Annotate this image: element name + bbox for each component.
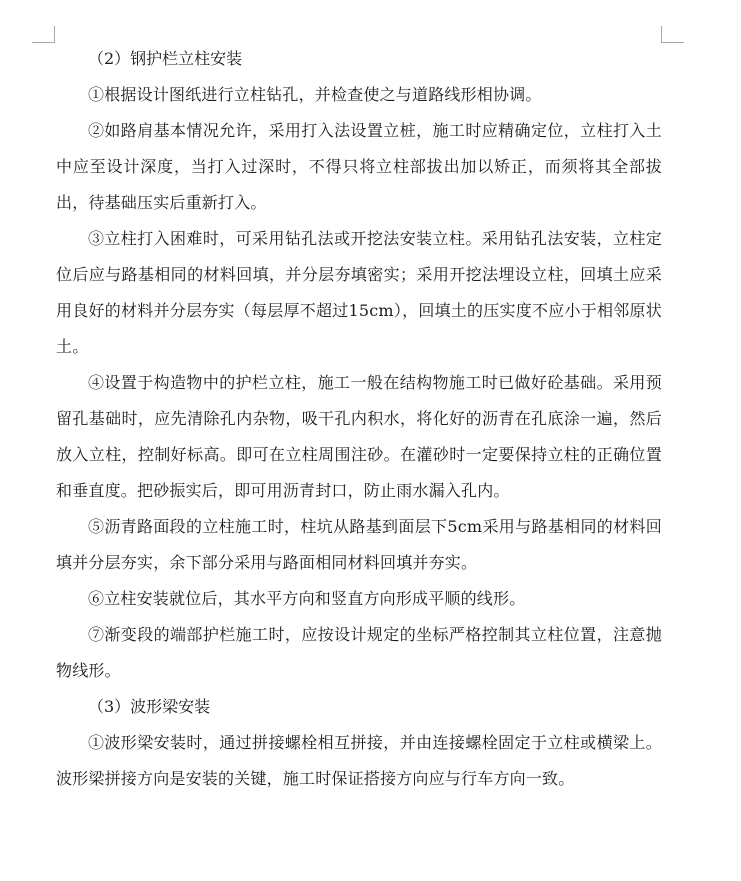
section-heading-column-install: （2）钢护栏立柱安装 xyxy=(88,49,243,68)
paragraph-asphalt-section: ⑤沥青路面段的立柱施工时，柱坑从路基到面层下5cm采用与路基相同的材料回填并分层夯实，余下部分采用与路面相同材料回填并夯实。 xyxy=(56,517,662,572)
paragraph-drill-or-excavate: ③立柱打入困难时，可采用钻孔法或开挖法安装立柱。采用钻孔法安装，立柱定位后应与路基相同的材料回填，并分层夯填密实；采用开挖法埋设立柱，回填土应采用良好的材料并分层夯实（每层厚不超过15cm），回填土的压实度不应小于相邻原状土。 xyxy=(56,229,662,356)
paragraph-drilling: ①根据设计图纸进行立柱钻孔，并检查使之与道路线形相协调。 xyxy=(88,85,542,104)
crop-mark-top-right xyxy=(661,26,684,43)
paragraph-transition-section: ⑦渐变段的端部护栏施工时，应按设计规定的坐标严格控制其立柱位置，注意抛物线形。 xyxy=(56,625,662,680)
paragraph-driving-method: ②如路肩基本情况允许，采用打入法设置立桩，施工时应精确定位，立柱打入土中应至设计深度，当打入过深时，不得只将立柱部拔出加以矫正，而须将其全部拔出，待基础压实后重新打入。 xyxy=(56,121,662,212)
paragraph-beam-splicing: ①波形梁安装时，通过拼接螺栓相互拼接，并由连接螺栓固定于立柱或横梁上。波形梁拼接方向是安装的关键，施工时保证搭接方向应与行车方向一致。 xyxy=(56,733,662,788)
paragraph-alignment: ⑥立柱安装就位后，其水平方向和竖直方向形成平顺的线形。 xyxy=(88,589,526,608)
section-heading-beam-install: （3）波形梁安装 xyxy=(88,697,211,716)
crop-mark-top-left xyxy=(32,26,55,43)
paragraph-structure-columns: ④设置于构造物中的护栏立柱，施工一般在结构物施工时已做好砼基础。采用预留孔基础时，应先清除孔内杂物，吸干孔内积水，将化好的沥青在孔底涂一遍，然后放入立柱，控制好标高。即可在立柱周围注砂。在灌砂时一定要保持立柱的正确位置和垂直度。把砂振实后，即可用沥青封口，防止雨水漏入孔内。 xyxy=(56,373,662,500)
document-body xyxy=(56,41,662,797)
